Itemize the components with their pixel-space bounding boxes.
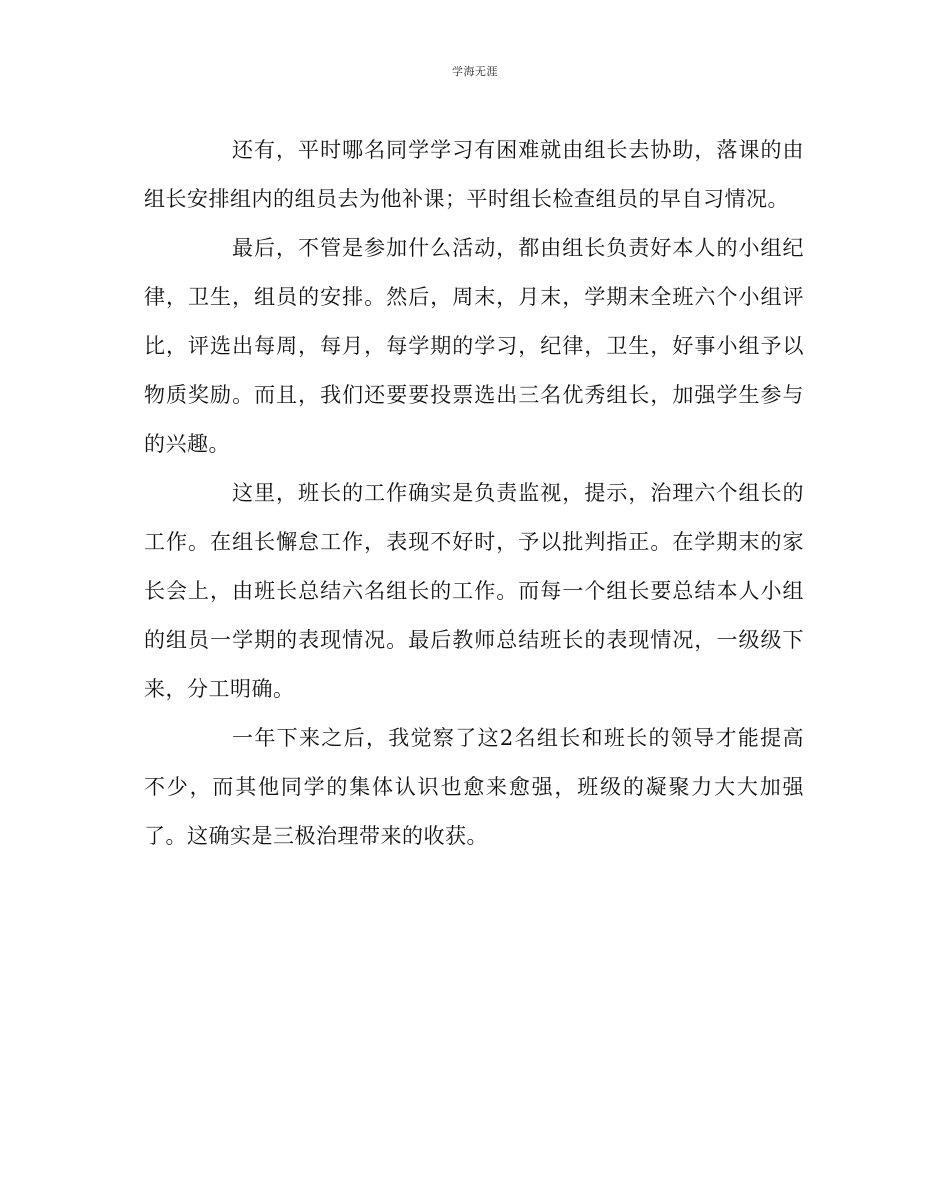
paragraph-1: 还有，平时哪名同学学习有困难就由组长去协助，落课的由组长安排组内的组员去为他补课；平时组长检查组员的早自习情况。 — [144, 138, 804, 211]
document-body — [144, 126, 804, 861]
page-header: 学海无涯 — [452, 65, 498, 78]
paragraph-3: 这里，班长的工作确实是负责监视，提示，治理六个组长的工作。在组长懈怠工作，表现不好时，予以批判指正。在学期末的家长会上，由班长总结六名组长的工作。而每一个组长要总结本人小组的组员一学期的表现情况。最后教师总结班长的表现情况，一级级下来，分工明确。 — [144, 481, 804, 701]
paragraph-4: 一年下来之后，我觉察了这2名组长和班长的领导才能提高不少，而其他同学的集体认识也愈来愈强，班级的凝聚力大大加强了。这确实是三极治理带来的收获。 — [144, 726, 804, 848]
paragraph-2: 最后，不管是参加什么活动，都由组长负责好本人的小组纪律，卫生，组员的安排。然后，周末，月末，学期末全班六个小组评比，评选出每周，每月，每学期的学习，纪律，卫生，好事小组予以物质奖励。而且，我们还要要投票选出三名优秀组长，加强学生参与的兴趣。 — [144, 236, 804, 456]
